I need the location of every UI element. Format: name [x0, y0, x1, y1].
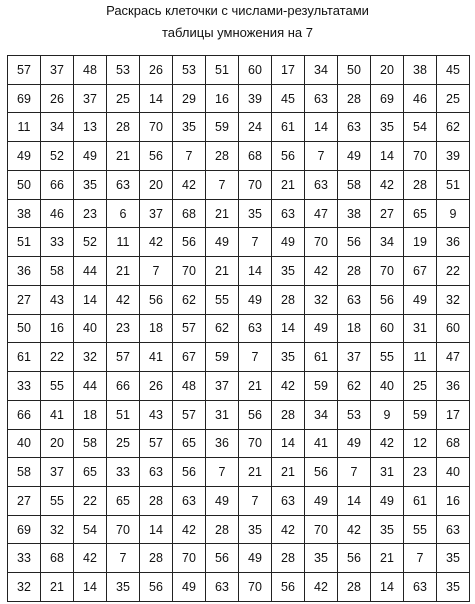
grid-cell[interactable]: 63	[173, 487, 206, 516]
grid-cell[interactable]: 37	[41, 56, 74, 85]
grid-cell[interactable]: 28	[338, 573, 371, 602]
grid-cell[interactable]: 7	[107, 544, 140, 573]
grid-cell[interactable]: 28	[404, 170, 437, 199]
grid-cell[interactable]: 50	[8, 314, 41, 343]
grid-cell[interactable]: 50	[338, 56, 371, 85]
grid-cell[interactable]: 68	[173, 199, 206, 228]
grid-cell[interactable]: 70	[305, 228, 338, 257]
grid-cell[interactable]: 11	[404, 343, 437, 372]
grid-cell[interactable]: 37	[41, 458, 74, 487]
grid-cell[interactable]: 56	[206, 544, 239, 573]
grid-cell[interactable]: 57	[140, 429, 173, 458]
grid-cell[interactable]: 38	[8, 199, 41, 228]
worksheet-title-line-1: Раскрась клеточки с числами-результатами	[106, 3, 369, 18]
grid-cell[interactable]: 67	[404, 257, 437, 286]
grid-cell[interactable]: 57	[107, 343, 140, 372]
grid-cell[interactable]: 63	[305, 170, 338, 199]
grid-cell[interactable]: 65	[74, 458, 107, 487]
grid-cell[interactable]: 49	[371, 487, 404, 516]
grid-cell[interactable]: 36	[437, 228, 470, 257]
grid-cell[interactable]: 35	[305, 544, 338, 573]
grid-cell[interactable]: 16	[437, 487, 470, 516]
grid-row	[8, 228, 470, 257]
grid-cell[interactable]: 56	[140, 142, 173, 171]
grid-cell[interactable]: 28	[338, 84, 371, 113]
grid-cell[interactable]: 39	[437, 142, 470, 171]
grid-cell[interactable]: 14	[74, 285, 107, 314]
grid-cell[interactable]: 35	[107, 573, 140, 602]
grid-cell[interactable]: 61	[404, 487, 437, 516]
grid-row	[8, 573, 470, 602]
grid-cell[interactable]: 52	[41, 142, 74, 171]
grid-cell[interactable]: 42	[74, 544, 107, 573]
grid-row	[8, 429, 470, 458]
grid-row	[8, 314, 470, 343]
grid-cell[interactable]: 14	[140, 515, 173, 544]
grid-cell[interactable]: 56	[272, 142, 305, 171]
grid-row	[8, 56, 470, 85]
grid-cell[interactable]: 7	[305, 142, 338, 171]
grid-cell[interactable]: 50	[8, 170, 41, 199]
grid-cell[interactable]: 38	[404, 56, 437, 85]
grid-cell[interactable]: 42	[305, 573, 338, 602]
grid-cell[interactable]: 54	[74, 515, 107, 544]
grid-cell[interactable]: 35	[272, 343, 305, 372]
grid-cell[interactable]: 51	[437, 170, 470, 199]
grid-cell[interactable]: 61	[8, 343, 41, 372]
grid-cell[interactable]: 27	[371, 199, 404, 228]
grid-cell[interactable]: 21	[206, 199, 239, 228]
grid-cell[interactable]: 35	[437, 573, 470, 602]
grid-cell[interactable]: 21	[239, 458, 272, 487]
grid-cell[interactable]: 55	[41, 372, 74, 401]
grid-cell[interactable]: 14	[338, 487, 371, 516]
grid-cell[interactable]: 59	[404, 400, 437, 429]
grid-cell[interactable]: 46	[41, 199, 74, 228]
grid-cell[interactable]: 59	[206, 113, 239, 142]
grid-cell[interactable]: 51	[206, 56, 239, 85]
grid-cell[interactable]: 26	[41, 84, 74, 113]
grid-cell[interactable]: 57	[173, 314, 206, 343]
grid-cell[interactable]: 40	[437, 458, 470, 487]
grid-cell[interactable]: 21	[107, 257, 140, 286]
grid-cell[interactable]: 16	[206, 84, 239, 113]
grid-cell[interactable]: 70	[371, 257, 404, 286]
grid-cell[interactable]: 25	[437, 84, 470, 113]
grid-cell[interactable]: 61	[272, 113, 305, 142]
grid-cell[interactable]: 55	[206, 285, 239, 314]
grid-cell[interactable]: 14	[371, 573, 404, 602]
grid-cell[interactable]: 51	[8, 228, 41, 257]
grid-cell[interactable]: 40	[371, 372, 404, 401]
grid-cell[interactable]: 14	[371, 142, 404, 171]
grid-row	[8, 199, 470, 228]
grid-cell[interactable]: 33	[41, 228, 74, 257]
grid-cell[interactable]: 13	[74, 113, 107, 142]
grid-cell[interactable]: 7	[239, 343, 272, 372]
grid-cell[interactable]: 28	[206, 142, 239, 171]
grid-cell[interactable]: 63	[338, 285, 371, 314]
grid-cell[interactable]: 34	[305, 400, 338, 429]
grid-row	[8, 515, 470, 544]
grid-cell[interactable]: 70	[305, 515, 338, 544]
grid-cell[interactable]: 21	[371, 544, 404, 573]
grid-cell[interactable]: 63	[272, 199, 305, 228]
grid-cell[interactable]: 63	[206, 573, 239, 602]
grid-row	[8, 142, 470, 171]
grid-cell[interactable]: 59	[206, 343, 239, 372]
grid-cell[interactable]: 7	[173, 142, 206, 171]
grid-cell[interactable]: 47	[437, 343, 470, 372]
grid-cell[interactable]: 19	[404, 228, 437, 257]
grid-cell[interactable]: 70	[173, 544, 206, 573]
grid-cell[interactable]: 61	[305, 343, 338, 372]
grid-cell[interactable]: 21	[239, 372, 272, 401]
grid-cell[interactable]: 63	[140, 458, 173, 487]
grid-cell[interactable]: 7	[140, 257, 173, 286]
grid-row	[8, 257, 470, 286]
grid-cell[interactable]: 21	[107, 142, 140, 171]
grid-cell[interactable]: 9	[371, 400, 404, 429]
grid-cell[interactable]: 62	[338, 372, 371, 401]
grid-cell[interactable]: 53	[173, 56, 206, 85]
grid-cell[interactable]: 66	[8, 400, 41, 429]
grid-cell[interactable]: 49	[305, 487, 338, 516]
grid-cell[interactable]: 65	[404, 199, 437, 228]
grid-cell[interactable]: 42	[338, 515, 371, 544]
grid-cell[interactable]: 17	[272, 56, 305, 85]
grid-cell[interactable]: 70	[239, 429, 272, 458]
grid-cell[interactable]: 67	[173, 343, 206, 372]
grid-cell[interactable]: 51	[107, 400, 140, 429]
grid-cell[interactable]: 18	[338, 314, 371, 343]
grid-cell[interactable]: 70	[140, 113, 173, 142]
grid-cell[interactable]: 69	[8, 84, 41, 113]
grid-row	[8, 285, 470, 314]
grid-cell[interactable]: 32	[74, 343, 107, 372]
grid-row	[8, 170, 470, 199]
grid-cell[interactable]: 49	[206, 487, 239, 516]
grid-cell[interactable]: 57	[173, 400, 206, 429]
grid-cell[interactable]: 12	[404, 429, 437, 458]
grid-cell[interactable]: 63	[305, 84, 338, 113]
grid-cell[interactable]: 56	[173, 228, 206, 257]
grid-cell[interactable]: 7	[206, 170, 239, 199]
grid-cell[interactable]: 23	[107, 314, 140, 343]
grid-cell[interactable]: 22	[437, 257, 470, 286]
grid-cell[interactable]: 33	[8, 372, 41, 401]
grid-cell[interactable]: 49	[272, 228, 305, 257]
grid-row	[8, 487, 470, 516]
grid-cell[interactable]: 33	[107, 458, 140, 487]
grid-cell[interactable]: 49	[338, 429, 371, 458]
grid-cell[interactable]: 14	[239, 257, 272, 286]
grid-cell[interactable]: 56	[338, 544, 371, 573]
grid-cell[interactable]: 63	[338, 113, 371, 142]
grid-cell[interactable]: 48	[173, 372, 206, 401]
grid-cell[interactable]: 66	[41, 170, 74, 199]
grid-cell[interactable]: 42	[173, 170, 206, 199]
grid-cell[interactable]: 32	[41, 515, 74, 544]
grid-cell[interactable]: 56	[338, 228, 371, 257]
grid-cell[interactable]: 37	[206, 372, 239, 401]
grid-cell[interactable]: 21	[41, 573, 74, 602]
grid-row	[8, 113, 470, 142]
grid-cell[interactable]: 60	[371, 314, 404, 343]
grid-cell[interactable]: 22	[74, 487, 107, 516]
grid-cell[interactable]: 66	[107, 372, 140, 401]
grid-row	[8, 400, 470, 429]
grid-body	[8, 56, 470, 602]
grid-cell[interactable]: 70	[404, 142, 437, 171]
grid-cell[interactable]: 20	[41, 429, 74, 458]
grid-cell[interactable]: 55	[371, 343, 404, 372]
grid-row	[8, 84, 470, 113]
grid-cell[interactable]: 44	[74, 372, 107, 401]
grid-cell[interactable]: 28	[272, 544, 305, 573]
grid-cell[interactable]: 28	[272, 285, 305, 314]
grid-cell[interactable]: 28	[140, 544, 173, 573]
grid-cell[interactable]: 62	[437, 113, 470, 142]
grid-cell[interactable]: 25	[404, 372, 437, 401]
grid-cell[interactable]: 56	[173, 458, 206, 487]
grid-cell[interactable]: 40	[74, 314, 107, 343]
grid-cell[interactable]: 58	[41, 257, 74, 286]
grid-cell[interactable]: 54	[404, 113, 437, 142]
grid-cell[interactable]: 68	[41, 544, 74, 573]
grid-cell[interactable]: 16	[41, 314, 74, 343]
grid-cell[interactable]: 9	[437, 199, 470, 228]
grid-cell[interactable]: 35	[437, 544, 470, 573]
grid-cell[interactable]: 41	[305, 429, 338, 458]
grid-cell[interactable]: 27	[8, 285, 41, 314]
grid-cell[interactable]: 38	[338, 199, 371, 228]
grid-cell[interactable]: 63	[404, 573, 437, 602]
grid-row	[8, 343, 470, 372]
grid-cell[interactable]: 53	[107, 56, 140, 85]
grid-cell[interactable]: 25	[107, 84, 140, 113]
grid-row	[8, 544, 470, 573]
grid-cell[interactable]: 49	[404, 285, 437, 314]
grid-cell[interactable]: 49	[206, 228, 239, 257]
grid-cell[interactable]: 7	[338, 458, 371, 487]
grid-cell[interactable]: 35	[371, 113, 404, 142]
grid-cell[interactable]: 20	[371, 56, 404, 85]
grid-cell[interactable]: 37	[140, 199, 173, 228]
grid-cell[interactable]: 33	[8, 544, 41, 573]
grid-cell[interactable]: 36	[8, 257, 41, 286]
grid-cell[interactable]: 11	[8, 113, 41, 142]
grid-cell[interactable]: 41	[41, 400, 74, 429]
grid-cell[interactable]: 70	[173, 257, 206, 286]
grid-cell[interactable]: 41	[140, 343, 173, 372]
grid-cell[interactable]: 70	[239, 170, 272, 199]
grid-cell[interactable]: 45	[437, 56, 470, 85]
grid-cell[interactable]: 26	[140, 56, 173, 85]
grid-cell[interactable]: 69	[8, 515, 41, 544]
grid-cell[interactable]: 25	[107, 429, 140, 458]
grid-cell[interactable]: 70	[107, 515, 140, 544]
grid-cell[interactable]: 43	[140, 400, 173, 429]
grid-cell[interactable]: 36	[437, 372, 470, 401]
grid-cell[interactable]: 69	[371, 84, 404, 113]
grid-cell[interactable]: 57	[8, 56, 41, 85]
grid-cell[interactable]: 28	[338, 257, 371, 286]
grid-cell[interactable]: 56	[305, 458, 338, 487]
grid-cell[interactable]: 27	[8, 487, 41, 516]
grid-cell[interactable]: 18	[140, 314, 173, 343]
grid-cell[interactable]: 7	[206, 458, 239, 487]
grid-cell[interactable]: 28	[107, 113, 140, 142]
grid-cell[interactable]: 35	[272, 257, 305, 286]
worksheet-title-line-2: таблицы умножения на 7	[162, 25, 313, 40]
grid-cell[interactable]: 36	[206, 429, 239, 458]
grid-cell[interactable]: 7	[404, 544, 437, 573]
grid-cell[interactable]: 42	[305, 257, 338, 286]
grid-cell[interactable]: 42	[140, 228, 173, 257]
grid-cell[interactable]: 34	[305, 56, 338, 85]
grid-cell[interactable]: 42	[173, 515, 206, 544]
grid-cell[interactable]: 23	[74, 199, 107, 228]
grid-cell[interactable]: 59	[305, 372, 338, 401]
grid-cell[interactable]: 35	[239, 199, 272, 228]
grid-cell[interactable]: 62	[206, 314, 239, 343]
grid-cell[interactable]: 55	[41, 487, 74, 516]
grid-cell[interactable]: 11	[107, 228, 140, 257]
grid-cell[interactable]: 21	[206, 257, 239, 286]
grid-cell[interactable]: 63	[272, 487, 305, 516]
grid-cell[interactable]: 63	[437, 515, 470, 544]
grid-cell[interactable]: 14	[305, 113, 338, 142]
grid-cell[interactable]: 34	[371, 228, 404, 257]
grid-cell[interactable]: 60	[437, 314, 470, 343]
grid-cell[interactable]: 35	[371, 515, 404, 544]
grid-cell[interactable]: 23	[404, 458, 437, 487]
grid-cell[interactable]: 58	[74, 429, 107, 458]
grid-cell[interactable]: 49	[338, 142, 371, 171]
grid-cell[interactable]: 32	[437, 285, 470, 314]
grid-cell[interactable]: 31	[371, 458, 404, 487]
grid-cell[interactable]: 49	[173, 573, 206, 602]
grid-cell[interactable]: 63	[239, 314, 272, 343]
grid-cell[interactable]: 58	[8, 458, 41, 487]
grid-cell[interactable]: 35	[74, 170, 107, 199]
grid-cell[interactable]: 49	[305, 314, 338, 343]
grid-cell[interactable]: 46	[404, 84, 437, 113]
grid-cell[interactable]: 62	[173, 285, 206, 314]
grid-cell[interactable]: 32	[305, 285, 338, 314]
grid-cell[interactable]: 53	[338, 400, 371, 429]
grid-cell[interactable]: 35	[239, 515, 272, 544]
grid-cell[interactable]: 37	[74, 84, 107, 113]
grid-cell[interactable]: 28	[140, 487, 173, 516]
grid-cell[interactable]: 28	[206, 515, 239, 544]
grid-cell[interactable]: 21	[272, 458, 305, 487]
grid-cell[interactable]: 26	[140, 372, 173, 401]
grid-cell[interactable]: 31	[206, 400, 239, 429]
grid-cell[interactable]: 68	[239, 142, 272, 171]
grid-cell[interactable]: 56	[239, 400, 272, 429]
grid-cell[interactable]: 42	[272, 515, 305, 544]
grid-cell[interactable]: 14	[272, 429, 305, 458]
grid-cell[interactable]: 65	[107, 487, 140, 516]
grid-cell[interactable]: 17	[437, 400, 470, 429]
grid-cell[interactable]: 49	[239, 544, 272, 573]
grid-cell[interactable]: 68	[437, 429, 470, 458]
coloring-number-grid	[7, 55, 470, 602]
grid-cell[interactable]: 43	[41, 285, 74, 314]
grid-cell[interactable]: 14	[140, 84, 173, 113]
grid-cell[interactable]: 42	[107, 285, 140, 314]
grid-cell[interactable]: 65	[173, 429, 206, 458]
grid-cell[interactable]: 55	[404, 515, 437, 544]
grid-cell[interactable]: 49	[8, 142, 41, 171]
grid-cell[interactable]: 42	[371, 429, 404, 458]
grid-cell[interactable]: 56	[272, 573, 305, 602]
grid-cell[interactable]: 7	[239, 228, 272, 257]
grid-cell[interactable]: 40	[8, 429, 41, 458]
grid-cell[interactable]: 39	[239, 84, 272, 113]
grid-row	[8, 372, 470, 401]
grid-cell[interactable]: 28	[272, 400, 305, 429]
grid-cell[interactable]: 70	[239, 573, 272, 602]
grid-cell[interactable]: 6	[107, 199, 140, 228]
grid-cell[interactable]: 48	[74, 56, 107, 85]
grid-cell[interactable]: 49	[239, 285, 272, 314]
grid-cell[interactable]: 60	[239, 56, 272, 85]
grid-cell[interactable]: 7	[239, 487, 272, 516]
grid-cell[interactable]: 29	[173, 84, 206, 113]
grid-cell[interactable]: 52	[74, 228, 107, 257]
grid-cell[interactable]: 31	[404, 314, 437, 343]
grid-cell[interactable]: 44	[74, 257, 107, 286]
grid-cell[interactable]: 14	[74, 573, 107, 602]
grid-row	[8, 458, 470, 487]
grid-cell[interactable]: 18	[74, 400, 107, 429]
grid-cell[interactable]: 56	[140, 285, 173, 314]
grid-cell[interactable]: 32	[8, 573, 41, 602]
grid-cell[interactable]: 14	[272, 314, 305, 343]
grid-cell[interactable]: 49	[74, 142, 107, 171]
grid-cell[interactable]: 42	[272, 372, 305, 401]
grid-cell[interactable]: 37	[338, 343, 371, 372]
grid-cell[interactable]: 35	[173, 113, 206, 142]
grid-cell[interactable]: 24	[239, 113, 272, 142]
grid-cell[interactable]: 45	[272, 84, 305, 113]
grid-cell[interactable]: 56	[371, 285, 404, 314]
grid-cell[interactable]: 20	[140, 170, 173, 199]
grid-cell[interactable]: 58	[338, 170, 371, 199]
grid-cell[interactable]: 42	[371, 170, 404, 199]
grid-cell[interactable]: 21	[272, 170, 305, 199]
grid-cell[interactable]: 34	[41, 113, 74, 142]
grid-cell[interactable]: 47	[305, 199, 338, 228]
grid-cell[interactable]: 22	[41, 343, 74, 372]
grid-cell[interactable]: 56	[140, 573, 173, 602]
grid-cell[interactable]: 63	[107, 170, 140, 199]
